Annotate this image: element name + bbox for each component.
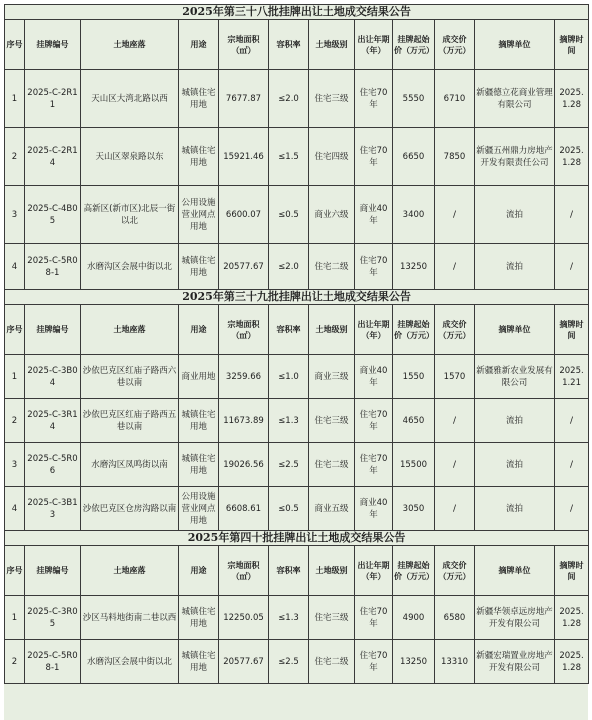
cell-land-grade: 商业三级 <box>309 355 355 399</box>
cell-land-use: 城镇住宅用地 <box>179 640 219 684</box>
table-header-row <box>5 20 589 70</box>
cell-land-grade: 住宅三级 <box>309 399 355 443</box>
cell-index: 4 <box>5 487 25 531</box>
table-row <box>5 596 589 640</box>
header-winning-bidder: 摘牌单位 <box>475 546 555 596</box>
cell-starting-price: 6650 <box>393 128 435 186</box>
cell-index: 3 <box>5 186 25 244</box>
table-row <box>5 443 589 487</box>
cell-listing-number: 2025-C-2R14 <box>25 128 81 186</box>
cell-land-use: 城镇住宅用地 <box>179 244 219 290</box>
cell-listing-number: 2025-C-5R06 <box>25 443 81 487</box>
cell-plot-ratio: ≤1.3 <box>269 399 309 443</box>
cell-listing-number: 2025-C-4B05 <box>25 186 81 244</box>
cell-lease-term: 住宅70年 <box>355 399 393 443</box>
table-header-row <box>5 546 589 596</box>
cell-parcel-area: 6600.07 <box>219 186 269 244</box>
cell-land-location: 天山区翠泉路以东 <box>81 128 179 186</box>
header-index: 序号 <box>5 546 25 596</box>
cell-winning-bidder: 新疆五州鼎力房地产开发有限责任公司 <box>475 128 555 186</box>
cell-index: 4 <box>5 244 25 290</box>
cell-starting-price: 13250 <box>393 244 435 290</box>
section-title: 2025年第四十批挂牌出让土地成交结果公告 <box>5 531 589 546</box>
cell-final-price: 6710 <box>435 70 475 128</box>
cell-final-price: 7850 <box>435 128 475 186</box>
cell-starting-price: 4900 <box>393 596 435 640</box>
header-parcel-area: 宗地面积（㎡） <box>219 305 269 355</box>
cell-land-grade: 住宅二级 <box>309 443 355 487</box>
cell-land-location: 天山区大湾北路以西 <box>81 70 179 128</box>
header-land-grade: 土地级别 <box>309 20 355 70</box>
cell-lease-term: 商业40年 <box>355 355 393 399</box>
cell-land-use: 商业用地 <box>179 355 219 399</box>
header-final-price: 成交价（万元） <box>435 305 475 355</box>
cell-starting-price: 3400 <box>393 186 435 244</box>
cell-listing-number: 2025-C-2R11 <box>25 70 81 128</box>
cell-lease-term: 商业40年 <box>355 487 393 531</box>
header-land-use: 用途 <box>179 305 219 355</box>
cell-land-use: 公用设施营业网点用地 <box>179 487 219 531</box>
cell-land-use: 城镇住宅用地 <box>179 70 219 128</box>
cell-land-location: 沙依巴克区红庙子路西六巷以南 <box>81 355 179 399</box>
cell-land-grade: 住宅三级 <box>309 70 355 128</box>
cell-parcel-area: 19026.56 <box>219 443 269 487</box>
cell-parcel-area: 20577.67 <box>219 244 269 290</box>
cell-starting-price: 5550 <box>393 70 435 128</box>
cell-land-use: 城镇住宅用地 <box>179 399 219 443</box>
cell-parcel-area: 20577.67 <box>219 640 269 684</box>
table-row <box>5 640 589 684</box>
cell-index: 2 <box>5 399 25 443</box>
header-final-price: 成交价（万元） <box>435 20 475 70</box>
cell-land-grade: 商业五级 <box>309 487 355 531</box>
cell-parcel-area: 11673.89 <box>219 399 269 443</box>
cell-delisting-time: / <box>555 244 589 290</box>
cell-delisting-time: 2025.1.28 <box>555 128 589 186</box>
cell-starting-price: 3050 <box>393 487 435 531</box>
section-title-row <box>5 531 589 546</box>
cell-land-location: 高新区(新市区)北辰一街以北 <box>81 186 179 244</box>
cell-delisting-time: 2025.1.28 <box>555 596 589 640</box>
table-header-row <box>5 305 589 355</box>
cell-land-location: 沙依巴克区红庙子路西五巷以南 <box>81 399 179 443</box>
header-final-price: 成交价（万元） <box>435 546 475 596</box>
table-row <box>5 399 589 443</box>
header-land-use: 用途 <box>179 546 219 596</box>
cell-land-grade: 住宅四级 <box>309 128 355 186</box>
header-listing-number: 挂牌编号 <box>25 305 81 355</box>
cell-starting-price: 4650 <box>393 399 435 443</box>
table-row <box>5 487 589 531</box>
cell-delisting-time: 2025.1.28 <box>555 640 589 684</box>
cell-starting-price: 13250 <box>393 640 435 684</box>
cell-land-location: 水磨沟区会展中街以北 <box>81 640 179 684</box>
cell-final-price: 1570 <box>435 355 475 399</box>
cell-plot-ratio: ≤0.5 <box>269 487 309 531</box>
header-index: 序号 <box>5 20 25 70</box>
cell-plot-ratio: ≤2.5 <box>269 640 309 684</box>
cell-land-grade: 住宅二级 <box>309 640 355 684</box>
cell-delisting-time: / <box>555 399 589 443</box>
cell-plot-ratio: ≤0.5 <box>269 186 309 244</box>
cell-lease-term: 住宅70年 <box>355 596 393 640</box>
header-starting-price: 挂牌起始价（万元） <box>393 546 435 596</box>
header-winning-bidder: 摘牌单位 <box>475 20 555 70</box>
cell-land-location: 沙依巴克区仓房沟路以南 <box>81 487 179 531</box>
section-title-row <box>5 5 589 20</box>
cell-starting-price: 15500 <box>393 443 435 487</box>
cell-delisting-time: / <box>555 186 589 244</box>
section-title: 2025年第三十九批挂牌出让土地成交结果公告 <box>5 290 589 305</box>
cell-land-location: 水磨沟区会展中街以北 <box>81 244 179 290</box>
cell-listing-number: 2025-C-3R05 <box>25 596 81 640</box>
table-row <box>5 355 589 399</box>
cell-index: 2 <box>5 640 25 684</box>
cell-winning-bidder: 新疆宏瑞置业房地产开发有限公司 <box>475 640 555 684</box>
cell-land-use: 城镇住宅用地 <box>179 443 219 487</box>
cell-plot-ratio: ≤1.5 <box>269 128 309 186</box>
cell-final-price: 6580 <box>435 596 475 640</box>
cell-winning-bidder: 流拍 <box>475 487 555 531</box>
cell-parcel-area: 6608.61 <box>219 487 269 531</box>
cell-index: 1 <box>5 70 25 128</box>
cell-lease-term: 住宅70年 <box>355 128 393 186</box>
cell-lease-term: 住宅70年 <box>355 70 393 128</box>
header-land-location: 土地座落 <box>81 305 179 355</box>
cell-starting-price: 1550 <box>393 355 435 399</box>
header-index: 序号 <box>5 305 25 355</box>
cell-plot-ratio: ≤1.3 <box>269 596 309 640</box>
table-row <box>5 244 589 290</box>
cell-index: 1 <box>5 355 25 399</box>
cell-plot-ratio: ≤1.0 <box>269 355 309 399</box>
cell-listing-number: 2025-C-3B04 <box>25 355 81 399</box>
cell-plot-ratio: ≤2.0 <box>269 244 309 290</box>
header-land-use: 用途 <box>179 20 219 70</box>
cell-winning-bidder: 新疆华领卓远房地产开发有限公司 <box>475 596 555 640</box>
header-delisting-time: 摘牌时间 <box>555 20 589 70</box>
cell-plot-ratio: ≤2.0 <box>269 70 309 128</box>
cell-land-grade: 商业六级 <box>309 186 355 244</box>
cell-plot-ratio: ≤2.5 <box>269 443 309 487</box>
header-listing-number: 挂牌编号 <box>25 20 81 70</box>
cell-delisting-time: 2025.1.21 <box>555 355 589 399</box>
header-lease-term: 出让年期（年） <box>355 305 393 355</box>
cell-winning-bidder: 新疆雅新农业发展有限公司 <box>475 355 555 399</box>
header-winning-bidder: 摘牌单位 <box>475 305 555 355</box>
header-lease-term: 出让年期（年） <box>355 20 393 70</box>
header-plot-ratio: 容积率 <box>269 305 309 355</box>
header-land-grade: 土地级别 <box>309 305 355 355</box>
table-row <box>5 128 589 186</box>
cell-final-price: / <box>435 244 475 290</box>
header-delisting-time: 摘牌时间 <box>555 546 589 596</box>
cell-winning-bidder: 流拍 <box>475 186 555 244</box>
cell-delisting-time: / <box>555 487 589 531</box>
cell-parcel-area: 12250.05 <box>219 596 269 640</box>
cell-lease-term: 商业40年 <box>355 186 393 244</box>
cell-lease-term: 住宅70年 <box>355 244 393 290</box>
cell-winning-bidder: 流拍 <box>475 244 555 290</box>
table-row <box>5 70 589 128</box>
cell-land-grade: 住宅二级 <box>309 244 355 290</box>
header-land-location: 土地座落 <box>81 546 179 596</box>
cell-final-price: / <box>435 487 475 531</box>
cell-parcel-area: 7677.87 <box>219 70 269 128</box>
section-title-row <box>5 290 589 305</box>
cell-delisting-time: 2025.1.28 <box>555 70 589 128</box>
cell-parcel-area: 15921.46 <box>219 128 269 186</box>
cell-listing-number: 2025-C-3R14 <box>25 399 81 443</box>
header-plot-ratio: 容积率 <box>269 546 309 596</box>
header-parcel-area: 宗地面积（㎡） <box>219 20 269 70</box>
header-listing-number: 挂牌编号 <box>25 546 81 596</box>
header-delisting-time: 摘牌时间 <box>555 305 589 355</box>
header-land-grade: 土地级别 <box>309 546 355 596</box>
cell-lease-term: 住宅70年 <box>355 443 393 487</box>
cell-final-price: / <box>435 443 475 487</box>
cell-final-price: 13310 <box>435 640 475 684</box>
header-parcel-area: 宗地面积（㎡） <box>219 546 269 596</box>
land-results-table <box>4 4 589 684</box>
cell-winning-bidder: 新疆德立花商业管理有限公司 <box>475 70 555 128</box>
cell-listing-number: 2025-C-5R08-1 <box>25 640 81 684</box>
cell-land-grade: 住宅三级 <box>309 596 355 640</box>
cell-final-price: / <box>435 399 475 443</box>
section-title: 2025年第三十八批挂牌出让土地成交结果公告 <box>5 5 589 20</box>
cell-final-price: / <box>435 186 475 244</box>
header-starting-price: 挂牌起始价（万元） <box>393 20 435 70</box>
cell-winning-bidder: 流拍 <box>475 399 555 443</box>
cell-land-use: 公用设施营业网点用地 <box>179 186 219 244</box>
header-land-location: 土地座落 <box>81 20 179 70</box>
cell-delisting-time: / <box>555 443 589 487</box>
cell-land-use: 城镇住宅用地 <box>179 128 219 186</box>
cell-index: 1 <box>5 596 25 640</box>
cell-lease-term: 住宅70年 <box>355 640 393 684</box>
header-starting-price: 挂牌起始价（万元） <box>393 305 435 355</box>
cell-land-use: 城镇住宅用地 <box>179 596 219 640</box>
cell-land-location: 沙区马料地街南二巷以西 <box>81 596 179 640</box>
cell-winning-bidder: 流拍 <box>475 443 555 487</box>
cell-index: 2 <box>5 128 25 186</box>
announcement-page <box>4 4 588 720</box>
header-plot-ratio: 容积率 <box>269 20 309 70</box>
cell-listing-number: 2025-C-5R08-1 <box>25 244 81 290</box>
cell-parcel-area: 3259.66 <box>219 355 269 399</box>
cell-index: 3 <box>5 443 25 487</box>
cell-land-location: 水磨沟区凤鸣街以南 <box>81 443 179 487</box>
table-row <box>5 186 589 244</box>
cell-listing-number: 2025-C-3B13 <box>25 487 81 531</box>
header-lease-term: 出让年期（年） <box>355 546 393 596</box>
